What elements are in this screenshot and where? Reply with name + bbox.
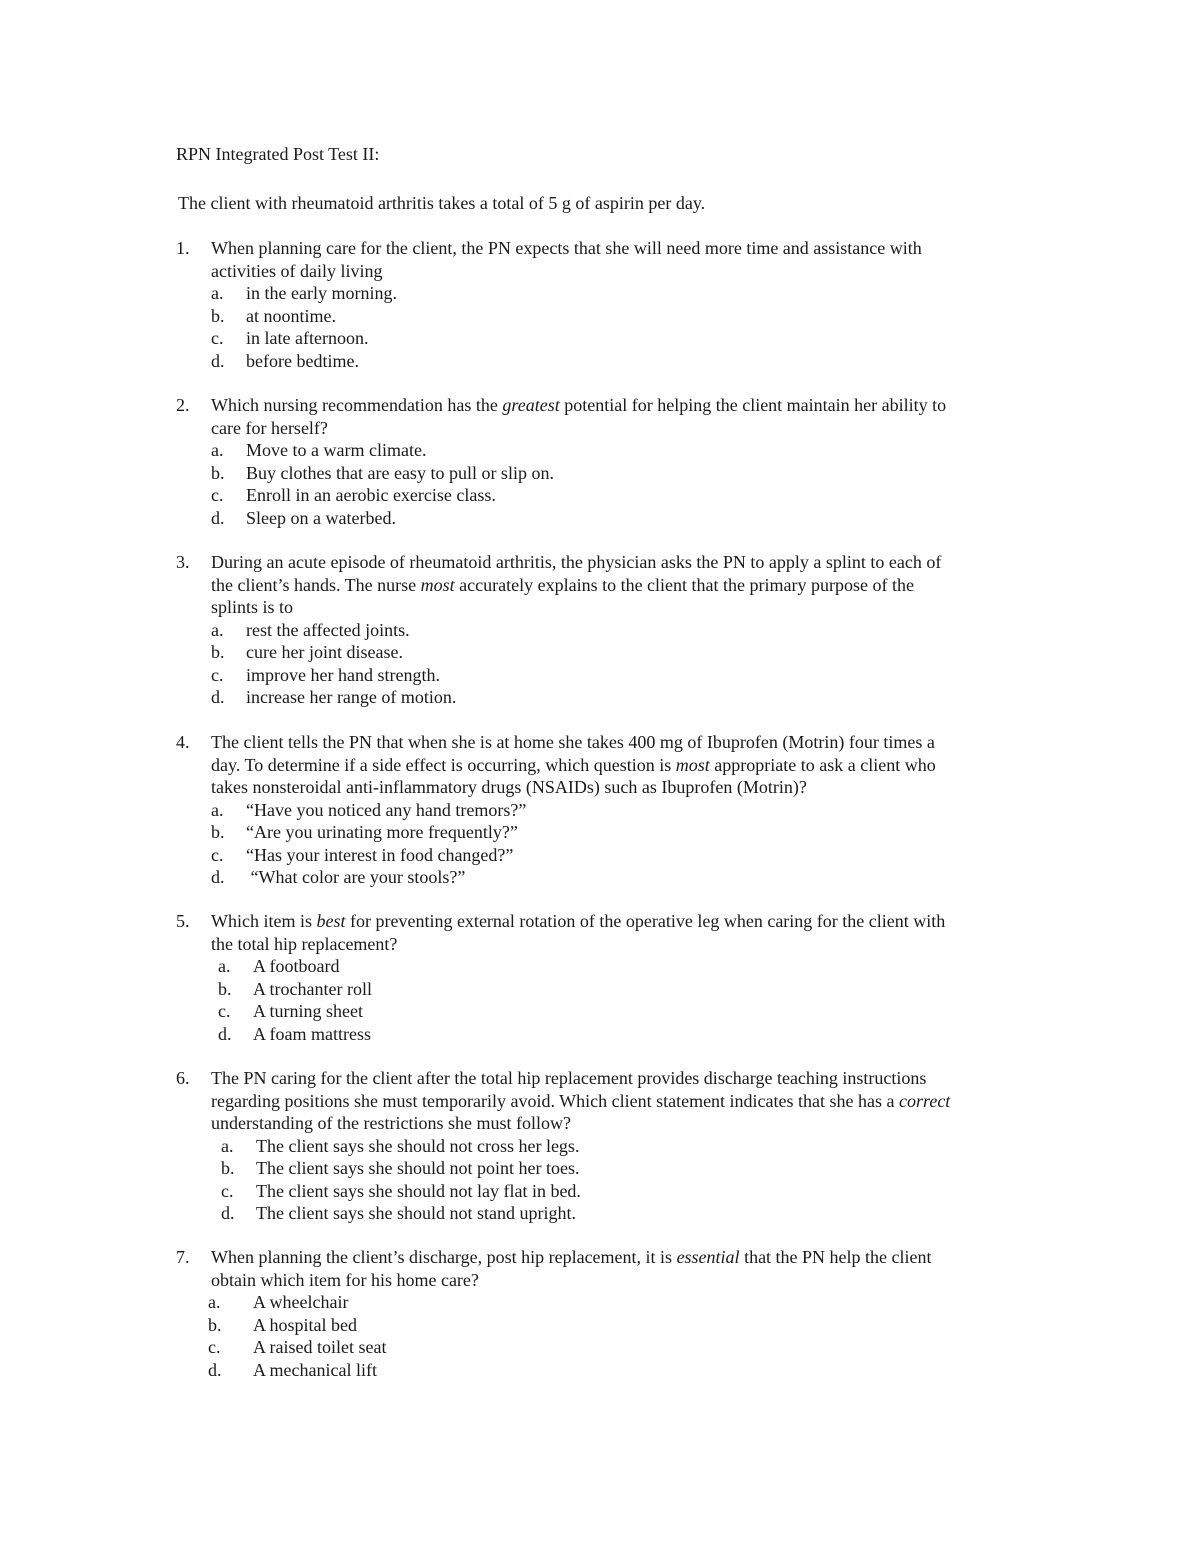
option-letter: d. bbox=[208, 1359, 222, 1380]
option-text: A raised toilet seat bbox=[253, 1337, 387, 1357]
question-stem-line bbox=[176, 237, 1036, 260]
answer-option bbox=[176, 439, 1036, 462]
option-text: Sleep on a waterbed. bbox=[246, 507, 396, 528]
option-text: Buy clothes that are easy to pull or slip on. bbox=[246, 462, 554, 483]
question-7 bbox=[176, 1246, 1036, 1381]
answer-option bbox=[176, 844, 1036, 867]
answer-option bbox=[176, 978, 1036, 1001]
answer-option bbox=[176, 1180, 1036, 1203]
option-letter: d. bbox=[211, 350, 225, 371]
answer-option bbox=[176, 821, 1036, 844]
option-text: “Has your interest in food changed?” bbox=[246, 844, 514, 865]
answer-option bbox=[176, 619, 1036, 642]
page-title: RPN Integrated Post Test II: bbox=[176, 144, 380, 164]
option-text: in the early morning. bbox=[246, 283, 397, 303]
question-5 bbox=[176, 910, 1036, 1045]
stem-text: appropriate to ask a client who bbox=[709, 754, 936, 775]
question-3 bbox=[176, 551, 1036, 709]
option-letter: d. bbox=[218, 1023, 232, 1044]
answer-option bbox=[176, 1202, 1036, 1225]
option-letter: d. bbox=[211, 507, 225, 528]
question-number: 6. bbox=[176, 1068, 190, 1088]
question-2 bbox=[176, 394, 1036, 529]
answer-option bbox=[176, 799, 1036, 822]
answer-option bbox=[176, 462, 1036, 485]
question-4 bbox=[176, 731, 1036, 889]
intro-text: The client with rheumatoid arthritis takes a total of 5 g of aspirin per day. bbox=[178, 193, 706, 213]
stem-text: During an acute episode of rheumatoid arthritis, the physician asks the PN to apply a splint to each of bbox=[211, 552, 942, 572]
option-letter: c. bbox=[208, 1337, 221, 1357]
option-text: A footboard bbox=[253, 956, 340, 976]
option-text: A wheelchair bbox=[253, 1292, 349, 1312]
option-text: Enroll in an aerobic exercise class. bbox=[246, 485, 496, 505]
option-letter: d. bbox=[211, 867, 225, 887]
option-text: improve her hand strength. bbox=[246, 664, 440, 685]
stem-text: day. To determine if a side effect is occurring, which question is bbox=[211, 754, 676, 775]
option-text: “What color are your stools?” bbox=[246, 867, 466, 887]
question-stem-line bbox=[176, 574, 1036, 597]
answer-option bbox=[176, 484, 1036, 507]
emphasis-text: correct bbox=[899, 1090, 951, 1111]
option-letter: a. bbox=[211, 619, 224, 640]
question-stem-line bbox=[176, 1067, 1036, 1090]
option-text: A trochanter roll bbox=[253, 978, 372, 999]
answer-option bbox=[176, 282, 1036, 305]
option-text: “Are you urinating more frequently?” bbox=[246, 822, 518, 842]
stem-text: understanding of the restrictions she must follow? bbox=[211, 1113, 571, 1133]
option-text: in late afternoon. bbox=[246, 328, 369, 348]
option-letter: d. bbox=[211, 687, 225, 707]
option-text: The client says she should not point her toes. bbox=[256, 1158, 580, 1178]
emphasis-text: most bbox=[420, 574, 455, 595]
stem-text: potential for helping the client maintain her ability to bbox=[559, 395, 947, 415]
stem-text: the total hip replacement? bbox=[211, 933, 398, 954]
stem-text: takes nonsteroidal anti-inflammatory drugs (NSAIDs) such as Ibuprofen (Motrin)? bbox=[211, 777, 807, 797]
question-number: 4. bbox=[176, 732, 190, 752]
question-stem-line bbox=[176, 1246, 1036, 1269]
option-letter: a. bbox=[208, 1292, 221, 1312]
option-text: Move to a warm climate. bbox=[246, 440, 427, 460]
question-stem-line bbox=[176, 1269, 1036, 1292]
emphasis-text: best bbox=[316, 911, 346, 931]
stem-text: The client tells the PN that when she is at home she takes 400 mg of Ibuprofen (Motrin) four times a bbox=[211, 732, 935, 752]
option-letter: b. bbox=[221, 1158, 235, 1178]
stem-text: activities of daily living bbox=[211, 260, 383, 281]
option-text: The client says she should not lay flat in bed. bbox=[256, 1180, 581, 1201]
option-letter: b. bbox=[211, 822, 225, 842]
question-stem-line bbox=[176, 910, 1036, 933]
emphasis-text: greatest bbox=[502, 395, 560, 415]
stem-text: obtain which item for his home care? bbox=[211, 1269, 479, 1290]
question-6 bbox=[176, 1067, 1036, 1225]
question-stem-line bbox=[176, 596, 1036, 619]
answer-option bbox=[176, 686, 1036, 709]
answer-option bbox=[176, 1314, 1036, 1337]
stem-text: When planning the client’s discharge, post hip replacement, it is bbox=[211, 1247, 677, 1267]
question-1 bbox=[176, 237, 1036, 372]
answer-option bbox=[176, 1135, 1036, 1158]
question-number: 5. bbox=[176, 911, 190, 931]
stem-text: that the PN help the client bbox=[739, 1247, 932, 1267]
option-text: “Have you noticed any hand tremors?” bbox=[246, 799, 527, 820]
question-stem-line bbox=[176, 260, 1036, 283]
option-text: A foam mattress bbox=[253, 1023, 371, 1044]
answer-option bbox=[176, 305, 1036, 328]
option-letter: c. bbox=[211, 664, 224, 685]
question-stem-line bbox=[176, 417, 1036, 440]
stem-text: splints is to bbox=[211, 597, 294, 617]
option-letter: b. bbox=[211, 642, 225, 662]
answer-option bbox=[176, 507, 1036, 530]
question-number: 2. bbox=[176, 395, 190, 415]
stem-text: for preventing external rotation of the operative leg when caring for the client with bbox=[345, 911, 946, 931]
answer-option bbox=[176, 866, 1036, 889]
option-letter: a. bbox=[211, 283, 224, 303]
option-letter: a. bbox=[221, 1135, 234, 1156]
option-text: A hospital bed bbox=[253, 1314, 357, 1335]
option-letter: b. bbox=[208, 1314, 222, 1335]
question-stem-line bbox=[176, 754, 1036, 777]
option-letter: c. bbox=[211, 844, 224, 865]
question-stem-line bbox=[176, 731, 1036, 754]
stem-text: The PN caring for the client after the total hip replacement provides discharge teaching instructions bbox=[211, 1068, 927, 1088]
answer-option bbox=[176, 664, 1036, 687]
answer-option bbox=[176, 1023, 1036, 1046]
option-letter: a. bbox=[218, 956, 231, 976]
option-letter: c. bbox=[218, 1001, 231, 1021]
stem-text: When planning care for the client, the PN expects that she will need more time and assistance with bbox=[211, 238, 922, 258]
answer-option bbox=[176, 1336, 1036, 1359]
stem-text: regarding positions she must temporarily avoid. Which client statement indicates that she has a bbox=[211, 1090, 899, 1111]
option-letter: a. bbox=[211, 440, 224, 460]
answer-option bbox=[176, 1291, 1036, 1314]
option-text: at noontime. bbox=[246, 305, 336, 326]
question-stem-line bbox=[176, 776, 1036, 799]
question-stem-line bbox=[176, 394, 1036, 417]
answer-option bbox=[176, 1359, 1036, 1382]
option-text: A mechanical lift bbox=[253, 1359, 377, 1380]
answer-option bbox=[176, 955, 1036, 978]
answer-option bbox=[176, 327, 1036, 350]
answer-option bbox=[176, 1000, 1036, 1023]
question-stem-line bbox=[176, 551, 1036, 574]
question-stem-line bbox=[176, 933, 1036, 956]
option-text: cure her joint disease. bbox=[246, 642, 403, 662]
option-letter: a. bbox=[211, 799, 224, 820]
option-letter: b. bbox=[211, 462, 225, 483]
option-text: A turning sheet bbox=[253, 1001, 363, 1021]
emphasis-text: essential bbox=[676, 1247, 740, 1267]
question-number: 7. bbox=[176, 1247, 190, 1267]
option-letter: c. bbox=[211, 328, 224, 348]
answer-option bbox=[176, 1157, 1036, 1180]
option-text: rest the affected joints. bbox=[246, 619, 410, 640]
emphasis-text: most bbox=[675, 754, 710, 775]
stem-text: care for herself? bbox=[211, 417, 328, 438]
option-text: increase her range of motion. bbox=[246, 687, 457, 707]
option-text: before bedtime. bbox=[246, 350, 359, 371]
stem-text: Which item is bbox=[211, 911, 317, 931]
question-stem-line bbox=[176, 1112, 1036, 1135]
option-letter: d. bbox=[221, 1203, 235, 1223]
answer-option bbox=[176, 350, 1036, 373]
question-number: 1. bbox=[176, 238, 190, 258]
question-number: 3. bbox=[176, 552, 190, 572]
question-stem-line bbox=[176, 1090, 1036, 1113]
stem-text: the client’s hands. The nurse bbox=[211, 574, 421, 595]
option-letter: c. bbox=[221, 1180, 234, 1201]
option-letter: c. bbox=[211, 485, 224, 505]
stem-text: Which nursing recommendation has the bbox=[211, 395, 503, 415]
option-letter: b. bbox=[211, 305, 225, 326]
stem-text: accurately explains to the client that the primary purpose of the bbox=[454, 574, 914, 595]
option-letter: b. bbox=[218, 978, 232, 999]
answer-option bbox=[176, 641, 1036, 664]
option-text: The client says she should not stand upright. bbox=[256, 1203, 576, 1223]
option-text: The client says she should not cross her legs. bbox=[256, 1135, 580, 1156]
